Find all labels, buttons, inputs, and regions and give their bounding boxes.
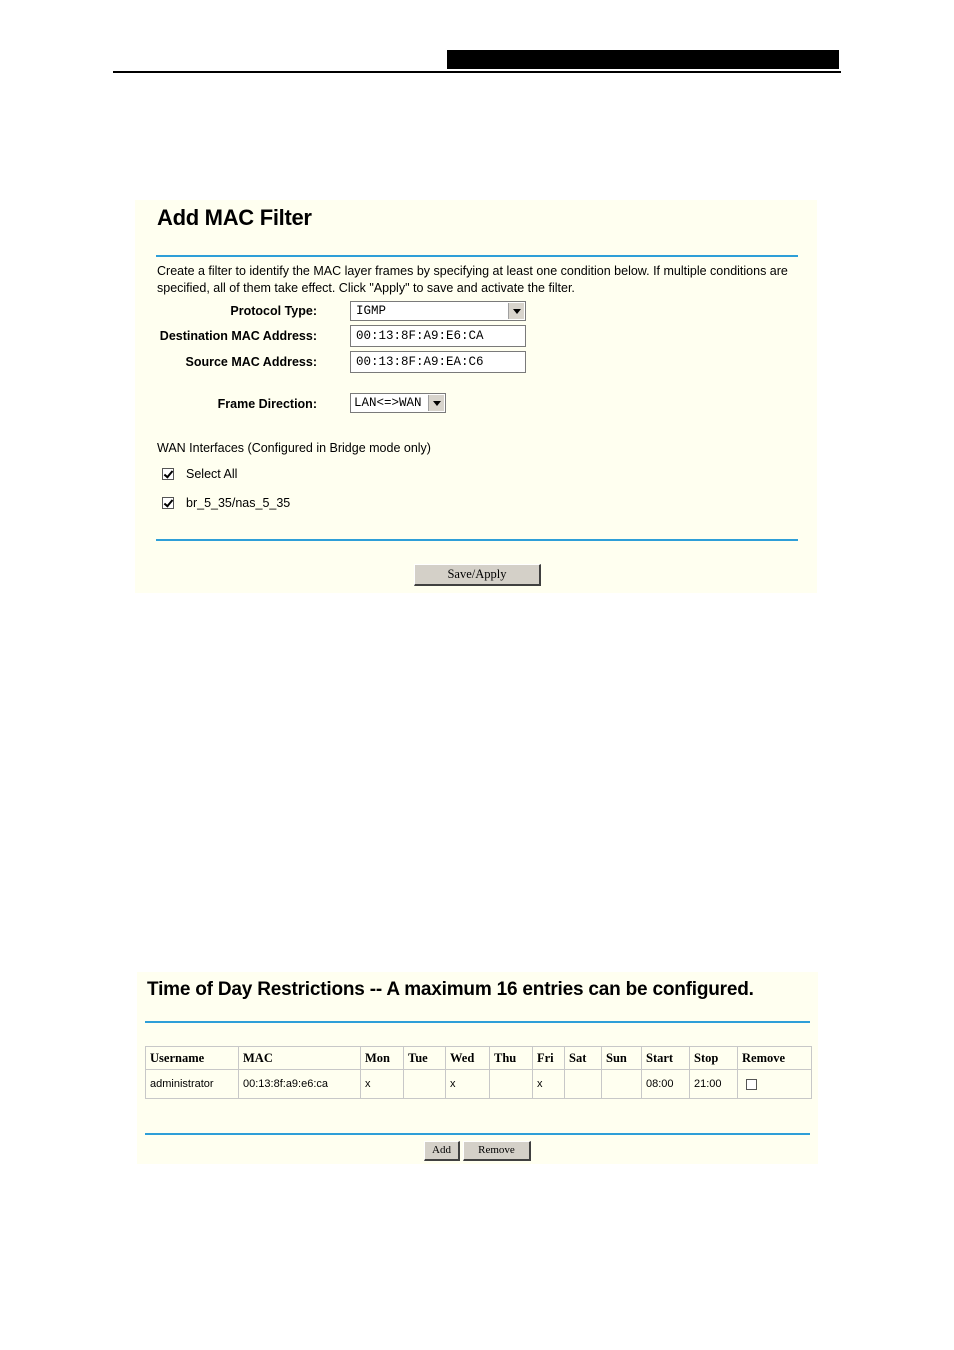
time-restrictions-title: Time of Day Restrictions -- A maximum 16 entries can be configured. xyxy=(147,979,754,1000)
column-header: Wed xyxy=(446,1047,490,1070)
column-header: Username xyxy=(146,1047,239,1070)
protocol-type-label: Protocol Type: xyxy=(230,304,317,318)
interface-checkbox[interactable] xyxy=(162,497,174,509)
cell-start: 08:00 xyxy=(642,1070,690,1099)
title-divider xyxy=(156,255,798,257)
column-header: Sat xyxy=(565,1047,602,1070)
remove-button[interactable]: Remove xyxy=(463,1141,531,1161)
source-mac-label: Source MAC Address: xyxy=(185,355,317,369)
column-header: Stop xyxy=(690,1047,738,1070)
save-apply-button[interactable]: Save/Apply xyxy=(414,564,541,586)
table-row xyxy=(146,1070,812,1099)
cell-mac: 00:13:8f:a9:e6:ca xyxy=(239,1070,361,1099)
bottom-divider xyxy=(145,1133,810,1135)
cell-remove xyxy=(738,1070,812,1099)
chevron-down-icon[interactable] xyxy=(428,395,444,411)
protocol-type-value: IGMP xyxy=(356,304,387,318)
add-button[interactable]: Add xyxy=(424,1141,460,1161)
column-header: Mon xyxy=(361,1047,404,1070)
remove-checkbox[interactable] xyxy=(746,1079,757,1090)
cell-tue xyxy=(404,1070,446,1099)
select-all-label: Select All xyxy=(186,467,238,481)
column-header: Fri xyxy=(533,1047,565,1070)
header-rule xyxy=(113,71,841,73)
cell-sat xyxy=(565,1070,602,1099)
frame-direction-label: Frame Direction: xyxy=(217,397,317,411)
cell-wed: x xyxy=(446,1070,490,1099)
cell-thu xyxy=(490,1070,533,1099)
restrictions-table xyxy=(145,1046,812,1099)
source-mac-input[interactable]: 00:13:8F:A9:EA:C6 xyxy=(350,351,526,373)
frame-direction-select[interactable] xyxy=(350,393,446,413)
header-bar xyxy=(447,50,839,69)
table-header-row xyxy=(146,1047,812,1070)
column-header: Tue xyxy=(404,1047,446,1070)
column-header: Start xyxy=(642,1047,690,1070)
column-header: Thu xyxy=(490,1047,533,1070)
column-header: Sun xyxy=(602,1047,642,1070)
chevron-down-icon[interactable] xyxy=(508,303,524,319)
filter-description: Create a filter to identify the MAC layer frames by specifying at least one condition below. If multiple conditions are specified, all of them take effect. Click "Apply" to save and activate the filter. xyxy=(157,264,788,295)
protocol-type-select[interactable] xyxy=(350,301,526,321)
cell-fri: x xyxy=(533,1070,565,1099)
time-restrictions-panel xyxy=(137,972,818,1164)
column-header: MAC xyxy=(239,1047,361,1070)
frame-direction-value: LAN<=>WAN xyxy=(354,396,422,410)
cell-sun xyxy=(602,1070,642,1099)
destination-mac-input[interactable]: 00:13:8F:A9:E6:CA xyxy=(350,325,526,347)
add-mac-filter-panel xyxy=(135,200,817,593)
page-title: Add MAC Filter xyxy=(157,205,312,230)
wan-interfaces-heading: WAN Interfaces (Configured in Bridge mode only) xyxy=(157,441,431,455)
title-divider xyxy=(145,1021,810,1023)
bottom-divider xyxy=(156,539,798,541)
interface-label: br_5_35/nas_5_35 xyxy=(186,496,291,510)
column-header: Remove xyxy=(738,1047,812,1070)
select-all-checkbox[interactable] xyxy=(162,468,174,480)
destination-mac-label: Destination MAC Address: xyxy=(159,329,317,343)
cell-mon: x xyxy=(361,1070,404,1099)
cell-username: administrator xyxy=(146,1070,239,1099)
cell-stop: 21:00 xyxy=(690,1070,738,1099)
